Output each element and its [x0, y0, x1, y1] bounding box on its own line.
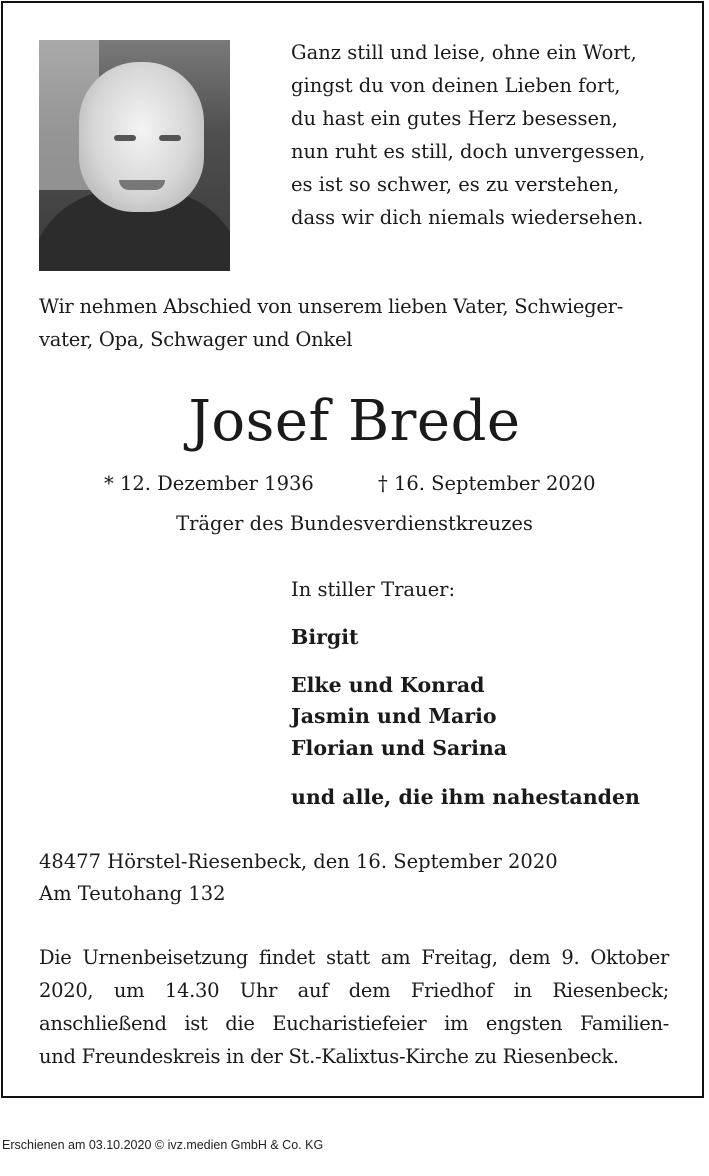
mourning-heading: In stiller Trauer: [291, 578, 456, 601]
funeral-line: und Freundeskreis in der St.-Kalixtus-Kirche zu Riesenbeck. [39, 1045, 619, 1068]
intro-line: Wir nehmen Abschied von unserem lieben Vater, Schwieger- [39, 295, 624, 318]
place-date-line: 48477 Hörstel-Riesenbeck, den 16. September 2020 [39, 850, 558, 873]
place-and-address [39, 846, 558, 910]
address-line: Am Teutohang 132 [39, 882, 226, 905]
deceased-name: Josef Brede [188, 389, 521, 454]
funeral-line: Die Urnenbeisetzung findet statt am Freitag, dem 9. Oktober [39, 946, 669, 969]
funeral-line: anschließend ist die Eucharistiefeier im engsten Familien- [39, 1012, 669, 1035]
funeral-line: 2020, um 14.30 Uhr auf dem Friedhof in Riesenbeck; [39, 979, 669, 1002]
poem-line: dass wir dich niemals wiedersehen. [291, 206, 644, 229]
poem-line: nun ruht es still, doch unvergessen, [291, 140, 646, 163]
birth-date: * 12. Dezember 1936 [104, 472, 314, 495]
poem-line: es ist so schwer, es zu verstehen, [291, 173, 620, 196]
mourner-name: Jasmin und Mario [291, 704, 497, 728]
intro-line: vater, Opa, Schwager und Onkel [39, 328, 353, 351]
mourner-name: Florian und Sarina [291, 736, 508, 760]
mourner-name: und alle, die ihm nahestanden [291, 785, 640, 809]
poem-line: Ganz still und leise, ohne ein Wort, [291, 41, 637, 64]
portrait-photo [39, 40, 230, 271]
award-line: Träger des Bundesverdienstkreuzes [176, 512, 533, 535]
funeral-notice [39, 941, 669, 1073]
publication-footer: Erschienen am 03.10.2020 © ivz.medien GmbH & Co. KG [2, 1138, 324, 1152]
intro-text [39, 290, 669, 356]
poem [291, 36, 691, 234]
mourner-name: Elke und Konrad [291, 673, 485, 697]
poem-line: gingst du von deinen Lieben fort, [291, 74, 621, 97]
poem-line: du hast ein gutes Herz besessen, [291, 107, 618, 130]
mourner-name: Birgit [291, 625, 359, 649]
death-date: † 16. September 2020 [378, 472, 596, 495]
